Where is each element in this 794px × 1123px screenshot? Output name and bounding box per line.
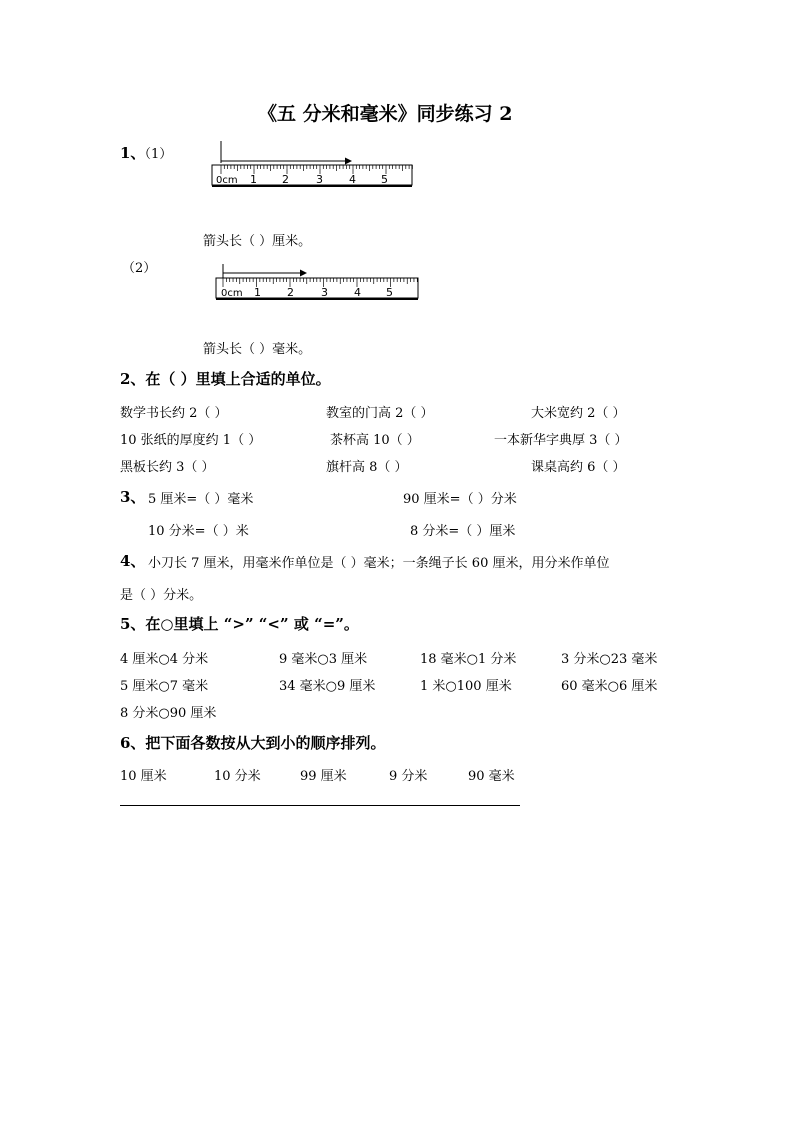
q2-item: 黑板长约 3（ ） [120, 460, 215, 475]
q1-part1-answer: 箭头长（ ）厘米。 [203, 234, 312, 249]
q6-heading: 6、把下面各数按从大到小的顺序排列。 [120, 734, 386, 752]
q5-item: 60 毫米○6 厘米 [561, 679, 658, 694]
ruler-1-label: 5 [381, 173, 388, 186]
ruler-2 [214, 262, 424, 302]
q6-item: 99 厘米 [300, 769, 347, 784]
q3-item-d: 8 分米=（ ）厘米 [410, 524, 516, 539]
q4-line-2: 是（ ）分米。 [120, 588, 203, 603]
ruler-1-label: 2 [282, 173, 289, 186]
ruler-2-label: 1 [254, 286, 261, 299]
ruler-1-label: 3 [316, 173, 323, 186]
q6-item: 10 分米 [214, 769, 261, 784]
q2-item: 课桌高约 6（ ） [531, 460, 626, 475]
q6-item: 9 分米 [389, 769, 428, 784]
q5-item: 34 毫米○9 厘米 [279, 679, 376, 694]
q2-item: 一本新华字典厚 3（ ） [494, 433, 628, 448]
ruler-1-label: 1 [250, 173, 257, 186]
q3-item-c: 10 分米=（ ）米 [148, 524, 249, 539]
page-title: 《五 分米和毫米》同步练习 2 [258, 103, 513, 125]
q2-item: 大米宽约 2（ ） [531, 406, 626, 421]
q1-number: 1、 [120, 144, 146, 162]
ruler-2-label: 2 [287, 286, 294, 299]
ruler-1-arrow-head [345, 158, 352, 165]
q2-item: 10 张纸的厚度约 1（ ） [120, 433, 262, 448]
q3-item-a: 5 厘米=（ ）毫米 [148, 492, 254, 507]
ruler-2-label: 3 [321, 286, 328, 299]
q2-item: 旗杆高 8（ ） [326, 460, 408, 475]
ruler-2-start-label: 0cm [221, 288, 243, 299]
q1-part1-label: （1） [138, 147, 173, 162]
q5-item: 4 厘米○4 分米 [120, 652, 209, 667]
ruler-1-start-label: 0cm [216, 175, 238, 186]
q5-item: 9 毫米○3 厘米 [279, 652, 368, 667]
ruler-2-label: 5 [386, 286, 393, 299]
ruler-1 [210, 139, 415, 187]
q4-line-1: 小刀长 7 厘米，用毫米作单位是（ ）毫米；一条绳子长 60 厘米，用分米作单位 [148, 556, 610, 571]
q5-item: 5 厘米○7 毫米 [120, 679, 209, 694]
q6-item: 10 厘米 [120, 769, 167, 784]
q4-number: 4、 [120, 552, 146, 570]
ruler-2-label: 4 [354, 286, 361, 299]
q3-number: 3、 [120, 488, 146, 506]
ruler-1-label: 4 [349, 173, 356, 186]
q2-item: 茶杯高 10（ ） [330, 433, 420, 448]
q1-part2-answer: 箭头长（ ）毫米。 [203, 342, 312, 357]
q6-item: 90 毫米 [468, 769, 515, 784]
q5-item: 8 分米○90 厘米 [120, 706, 217, 721]
q3-item-b: 90 厘米=（ ）分米 [403, 492, 517, 507]
q5-item: 18 毫米○1 分米 [420, 652, 517, 667]
q1-part2-label: （2） [122, 261, 157, 276]
q2-heading: 2、在（ ）里填上合适的单位。 [120, 370, 331, 388]
q5-item: 1 米○100 厘米 [420, 679, 512, 694]
q2-item: 教室的门高 2（ ） [326, 406, 434, 421]
ruler-2-arrow-head [300, 270, 307, 277]
q5-heading: 5、在○里填上 “>” “<” 或 “=”。 [120, 615, 359, 633]
q5-item: 3 分米○23 毫米 [561, 652, 658, 667]
q2-item: 数学书长约 2（ ） [120, 406, 228, 421]
answer-line [120, 805, 520, 806]
